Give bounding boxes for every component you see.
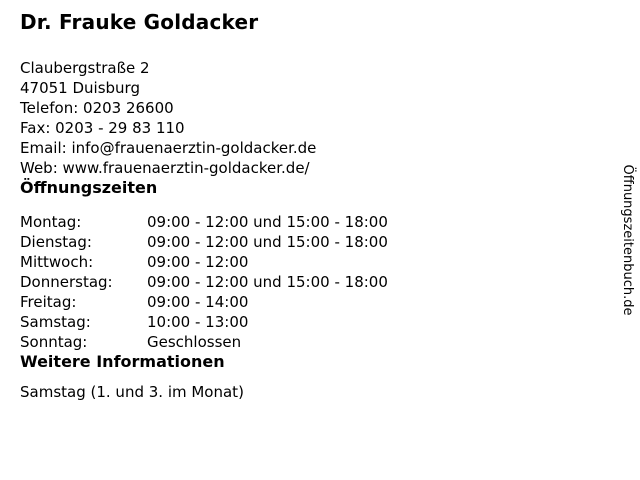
day-label: Dienstag: [20, 233, 92, 251]
day-label: Freitag: [20, 293, 77, 311]
opening-hours-heading: Öffnungszeiten [20, 178, 158, 197]
hours-row-thursday [20, 272, 640, 292]
contact-block [20, 58, 640, 178]
day-label: Sonntag: [20, 333, 88, 351]
time-value: 09:00 - 12:00 [147, 253, 249, 271]
hours-row-sunday [20, 332, 640, 352]
additional-info-heading: Weitere Informationen [20, 352, 225, 371]
hours-row-saturday [20, 312, 640, 332]
time-value: 09:00 - 14:00 [147, 293, 249, 311]
time-value: 09:00 - 12:00 und 15:00 - 18:00 [147, 233, 388, 251]
fax-line: Fax: 0203 - 29 83 110 [20, 119, 185, 137]
hours-row-friday [20, 292, 640, 312]
time-value: 09:00 - 12:00 und 15:00 - 18:00 [147, 213, 388, 231]
additional-info-text: Samstag (1. und 3. im Monat) [20, 383, 244, 401]
address-street: Claubergstraße 2 [20, 59, 150, 77]
day-label: Samstag: [20, 313, 91, 331]
website-line: Web: www.frauenaerztin-goldacker.de/ [20, 159, 310, 177]
day-label: Montag: [20, 213, 82, 231]
page-title: Dr. Frauke Goldacker [20, 10, 259, 34]
time-value: 09:00 - 12:00 und 15:00 - 18:00 [147, 273, 388, 291]
time-value: 10:00 - 13:00 [147, 313, 249, 331]
address-city: 47051 Duisburg [20, 79, 140, 97]
day-label: Donnerstag: [20, 273, 113, 291]
day-label: Mittwoch: [20, 253, 94, 271]
email-line: Email: info@frauenaerztin-goldacker.de [20, 139, 317, 157]
time-value: Geschlossen [147, 333, 242, 351]
hours-row-monday [20, 212, 640, 232]
opening-hours-table [20, 212, 640, 352]
hours-row-wednesday [20, 252, 640, 272]
site-watermark: Öffnungszeitenbuch.de [620, 164, 635, 316]
phone-line: Telefon: 0203 26600 [20, 99, 174, 117]
hours-row-tuesday [20, 232, 640, 252]
